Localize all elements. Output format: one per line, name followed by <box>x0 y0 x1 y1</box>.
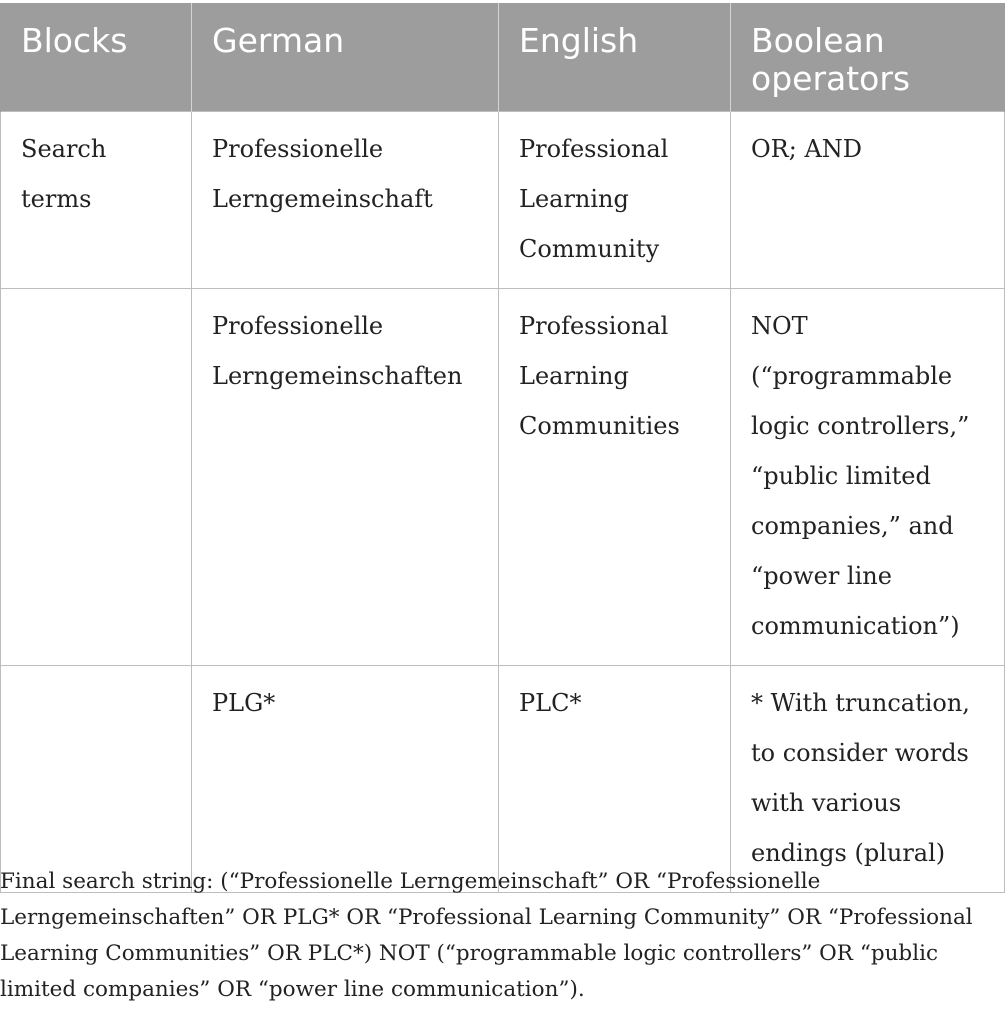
table-row <box>1 666 1005 893</box>
table-row <box>1 289 1005 666</box>
cell-line: Lerngemeinschaften <box>212 362 463 390</box>
cell-german <box>192 289 499 666</box>
search-terms-table <box>0 3 1005 893</box>
header-english: English <box>499 3 731 112</box>
header-blocks: Blocks <box>1 3 192 112</box>
cell-german <box>192 666 499 893</box>
cell-line: NOT <box>751 312 808 340</box>
cell-boolean <box>731 112 1005 289</box>
cell-line: * With truncation, <box>751 689 970 717</box>
cell-block <box>1 112 192 289</box>
cell-line: PLC* <box>519 689 582 717</box>
table-body <box>1 112 1005 893</box>
table-header <box>1 3 1005 112</box>
cell-line: Lerngemeinschaft <box>212 185 433 213</box>
cell-block <box>1 289 192 666</box>
cell-english <box>499 289 731 666</box>
cell-block <box>1 666 192 893</box>
cell-line: endings (plural) <box>751 839 946 867</box>
cell-line: Learning <box>519 362 629 390</box>
cell-line: communication”) <box>751 612 960 640</box>
cell-line: Communities <box>519 412 680 440</box>
cell-english <box>499 666 731 893</box>
cell-line: (“programmable <box>751 362 953 390</box>
cell-line: Professionelle <box>212 312 384 340</box>
cell-line: companies,” and <box>751 512 954 540</box>
cell-line: “power line <box>751 562 892 590</box>
cell-line: Community <box>519 235 660 263</box>
cell-boolean <box>731 289 1005 666</box>
cell-line: Professional <box>519 312 669 340</box>
header-boolean-operators: Boolean operators <box>731 3 1005 112</box>
table-footnote <box>0 864 1000 1008</box>
table-row <box>1 112 1005 289</box>
cell-line: Learning <box>519 185 629 213</box>
footnote-line: Final search string: (“Professionelle Lerngemeinschaft” OR “Professionelle <box>0 869 821 894</box>
cell-line: Professionelle <box>212 135 384 163</box>
cell-line: “public limited <box>751 462 931 490</box>
cell-german <box>192 112 499 289</box>
cell-line: with various <box>751 789 902 817</box>
cell-boolean <box>731 666 1005 893</box>
footnote-line: Lerngemeinschaften” OR PLG* OR “Professional Learning Community” OR “Professional <box>0 905 973 930</box>
cell-line: to consider words <box>751 739 969 767</box>
cell-line: PLG* <box>212 689 276 717</box>
cell-text: Search terms <box>21 135 107 213</box>
header-row <box>1 3 1005 112</box>
footnote-line: Learning Communities” OR PLC*) NOT (“programmable logic controllers” OR “public <box>0 941 938 966</box>
search-terms-table-container <box>0 3 1005 893</box>
cell-line: Professional <box>519 135 669 163</box>
cell-english <box>499 112 731 289</box>
header-german: German <box>192 3 499 112</box>
cell-line: logic controllers,” <box>751 412 970 440</box>
cell-line: OR; AND <box>751 135 863 163</box>
footnote-line: limited companies” OR “power line communication”). <box>0 977 585 1002</box>
